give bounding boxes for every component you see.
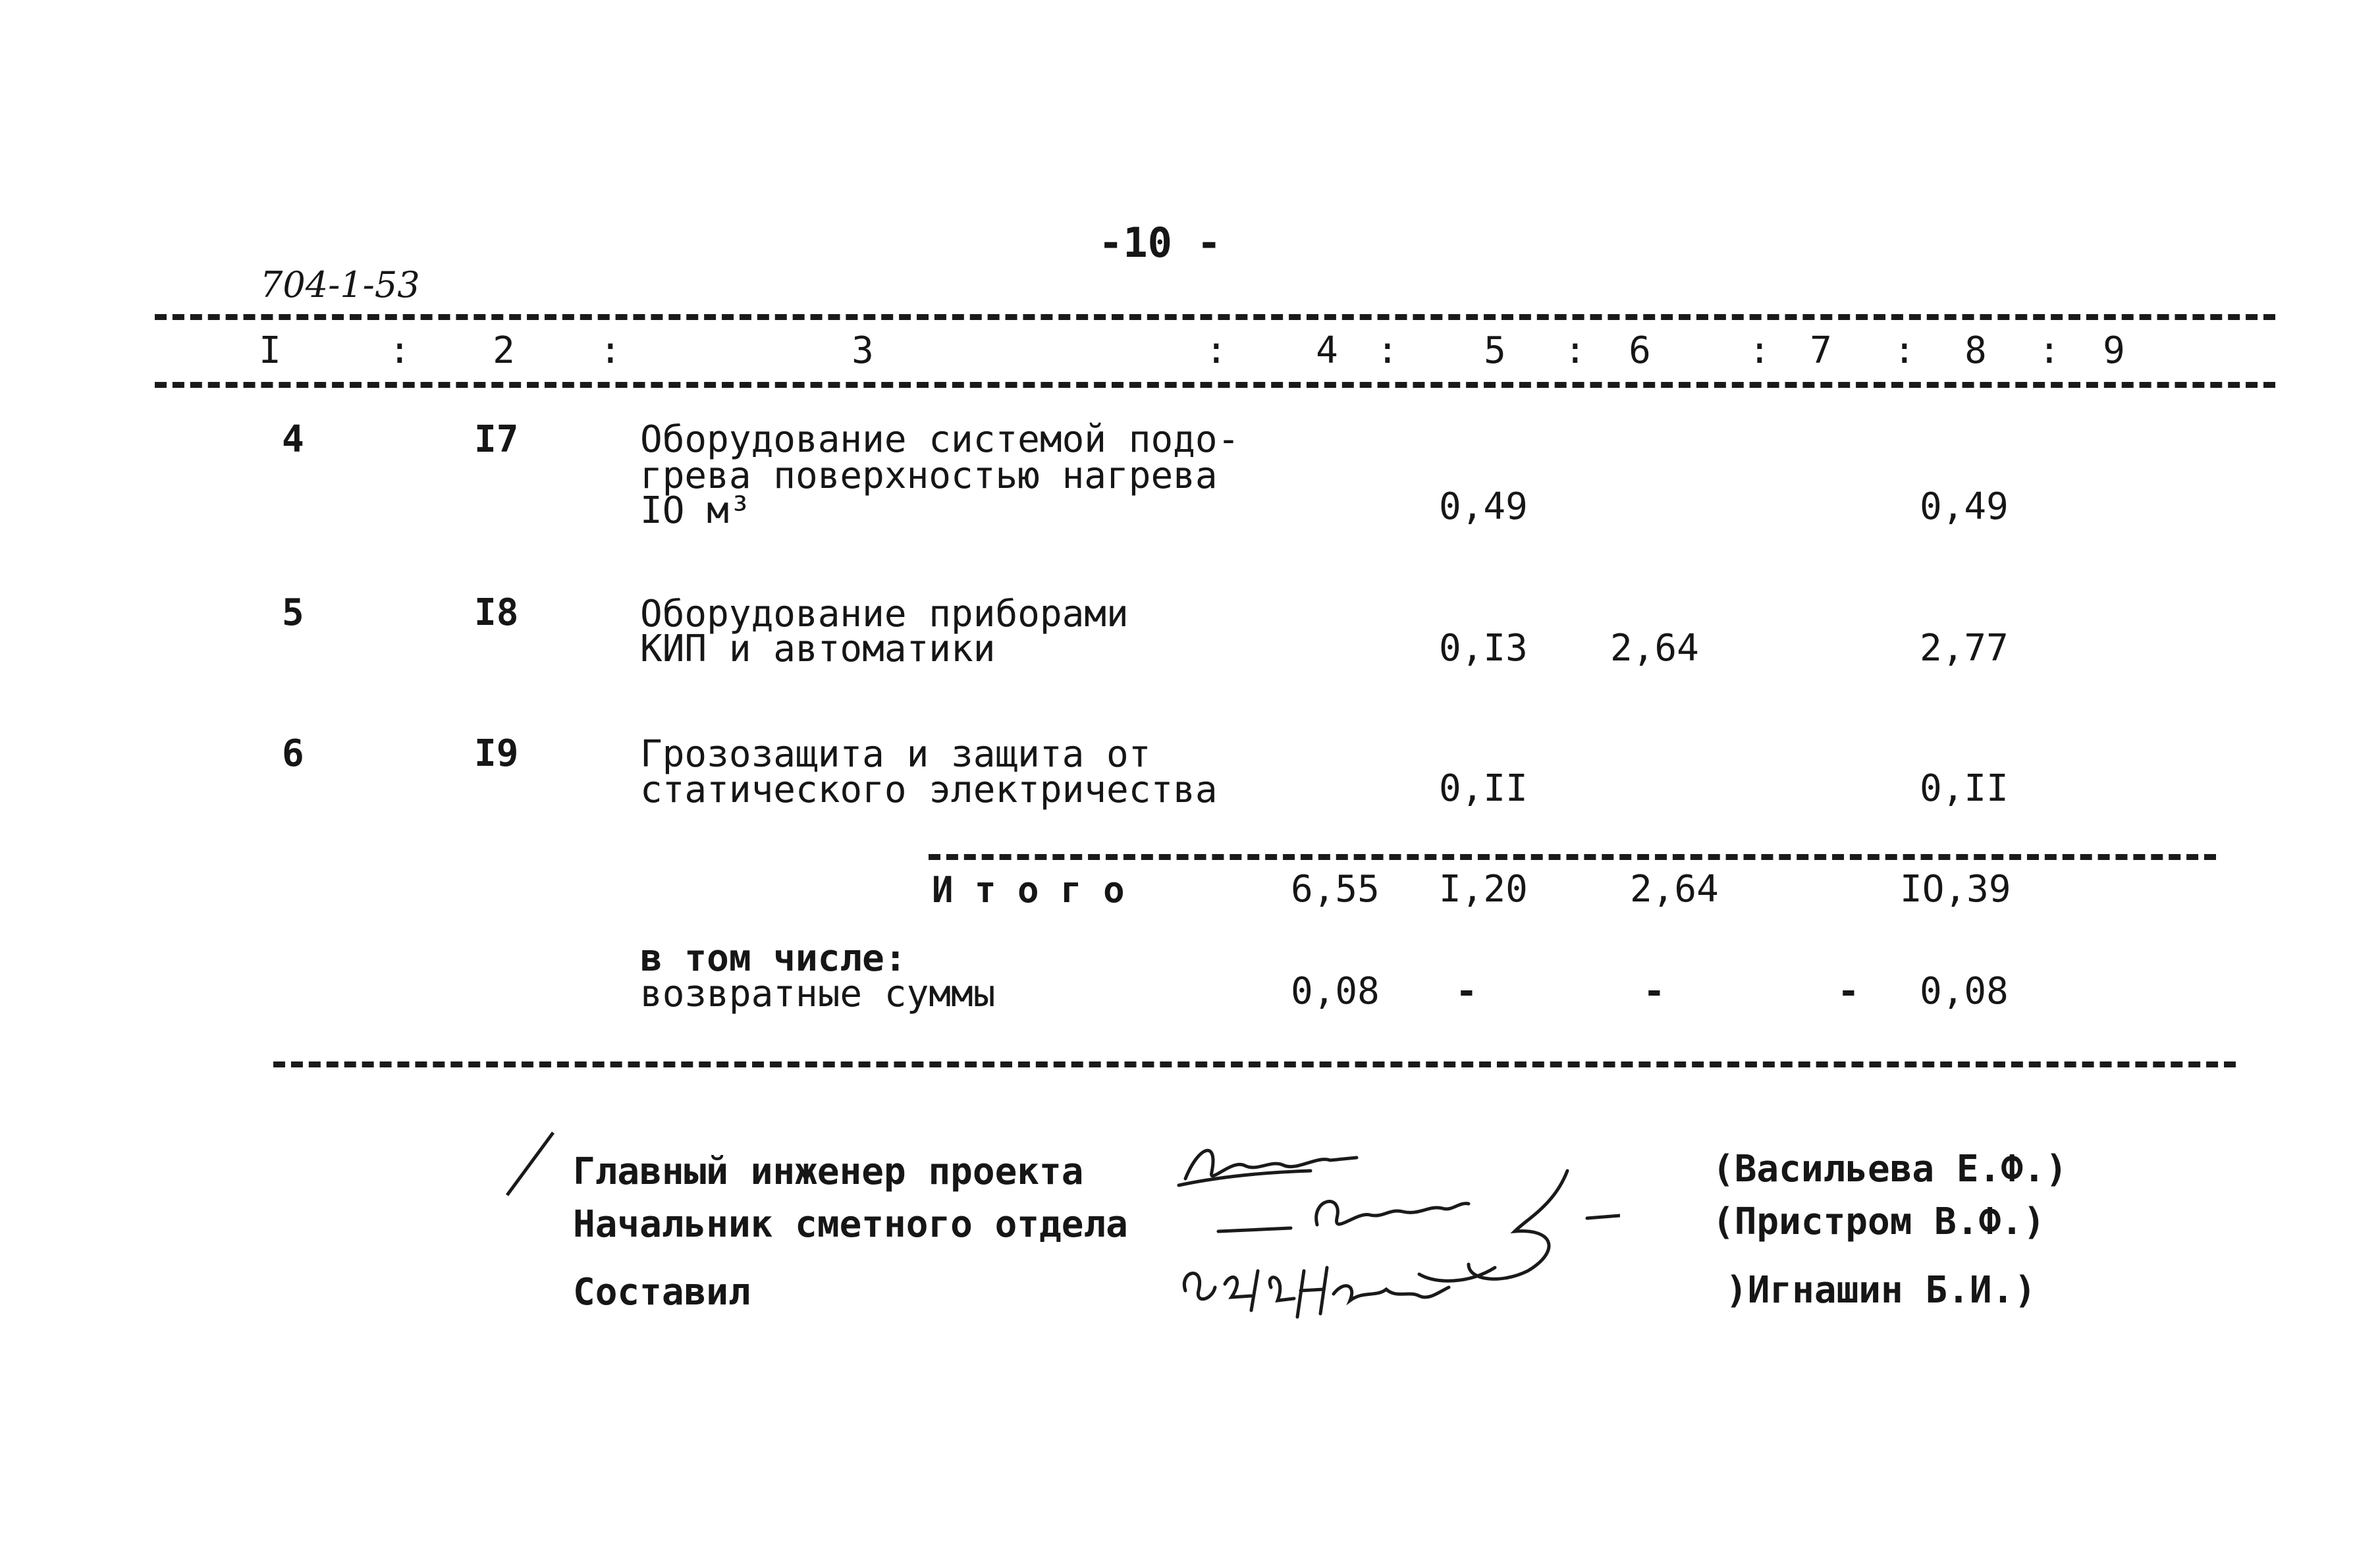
col-sep: : bbox=[1564, 329, 1586, 372]
row-number: 4 bbox=[282, 418, 304, 461]
col-header-3: 3 bbox=[852, 329, 874, 372]
row-code: I8 bbox=[474, 591, 519, 634]
col-header-6: 6 bbox=[1629, 329, 1651, 372]
total-rule bbox=[929, 854, 2216, 860]
header-top-rule bbox=[155, 314, 2275, 320]
col-header-8: 8 bbox=[1964, 329, 1987, 372]
returnable-label: возвратные суммы bbox=[640, 973, 996, 1015]
row-value-col8: 2,77 bbox=[1920, 627, 2009, 670]
handwritten-signatures bbox=[1159, 1119, 1620, 1337]
signature-name: (Васильева Е.Ф.) bbox=[1712, 1148, 2068, 1191]
signature-role: Начальник сметного отдела bbox=[573, 1203, 1128, 1246]
col-sep: : bbox=[1748, 329, 1771, 372]
row-description-line: Грозозащита и защита от bbox=[640, 733, 1151, 776]
col-header-5: 5 bbox=[1484, 329, 1506, 372]
col-sep: : bbox=[2038, 329, 2061, 372]
including-label: в том числе: bbox=[640, 937, 907, 980]
col-header-2: 2 bbox=[493, 329, 515, 372]
row-value-col5: 0,49 bbox=[1439, 485, 1528, 528]
col-sep: : bbox=[1205, 329, 1228, 372]
col-header-7: 7 bbox=[1810, 329, 1832, 372]
row-description-line: грева поверхностью нагрева bbox=[640, 454, 1218, 497]
row-value-col8: 0,II bbox=[1920, 767, 2009, 810]
bottom-rule bbox=[273, 1061, 2236, 1067]
row-code: I7 bbox=[474, 418, 519, 461]
col-header-9: 9 bbox=[2103, 329, 2125, 372]
row-value-col8: 0,49 bbox=[1920, 485, 2009, 528]
total-col4: 6,55 bbox=[1291, 868, 1380, 911]
signature-name: (Пристром В.Ф.) bbox=[1712, 1200, 2045, 1243]
row-value-col5: 0,II bbox=[1439, 767, 1528, 810]
document-code: 704-1-53 bbox=[260, 264, 420, 306]
col-header-1: I bbox=[259, 329, 281, 372]
row-description-line: Оборудование системой подо- bbox=[640, 418, 1240, 461]
row-description-line: Оборудование приборами bbox=[640, 593, 1129, 635]
including-col8: 0,08 bbox=[1920, 970, 2009, 1013]
page-number: -10 - bbox=[1098, 219, 1222, 267]
header-bottom-rule bbox=[155, 382, 2275, 388]
row-number: 6 bbox=[282, 732, 304, 775]
including-col6: - bbox=[1643, 970, 1665, 1013]
including-col7: - bbox=[1837, 970, 1860, 1013]
col-sep: : bbox=[599, 329, 622, 372]
row-number: 5 bbox=[282, 591, 304, 634]
signature-name: )Игнашин Б.И.) bbox=[1725, 1269, 2037, 1312]
total-col8: IO,39 bbox=[1900, 868, 2011, 911]
col-header-4: 4 bbox=[1316, 329, 1338, 372]
row-description-line: КИП и автоматики bbox=[640, 628, 996, 670]
including-col5: - bbox=[1455, 970, 1478, 1013]
row-code: I9 bbox=[474, 732, 519, 775]
total-label: И т о г о bbox=[932, 869, 1125, 911]
total-col5: I,20 bbox=[1439, 868, 1528, 911]
col-sep: : bbox=[1893, 329, 1916, 372]
col-sep: : bbox=[389, 329, 411, 372]
total-col6: 2,64 bbox=[1630, 868, 1719, 911]
slash-mark bbox=[500, 1129, 560, 1202]
including-col4: 0,08 bbox=[1291, 970, 1380, 1013]
signature-role: Составил bbox=[573, 1271, 751, 1314]
row-value-col6: 2,64 bbox=[1610, 627, 1699, 670]
row-value-col5: 0,I3 bbox=[1439, 627, 1528, 670]
row-description-line: IO м³ bbox=[640, 489, 751, 532]
signature-role: Главный инженер проекта bbox=[573, 1150, 1084, 1193]
col-sep: : bbox=[1376, 329, 1399, 372]
row-description-line: статического электричества bbox=[640, 768, 1218, 811]
